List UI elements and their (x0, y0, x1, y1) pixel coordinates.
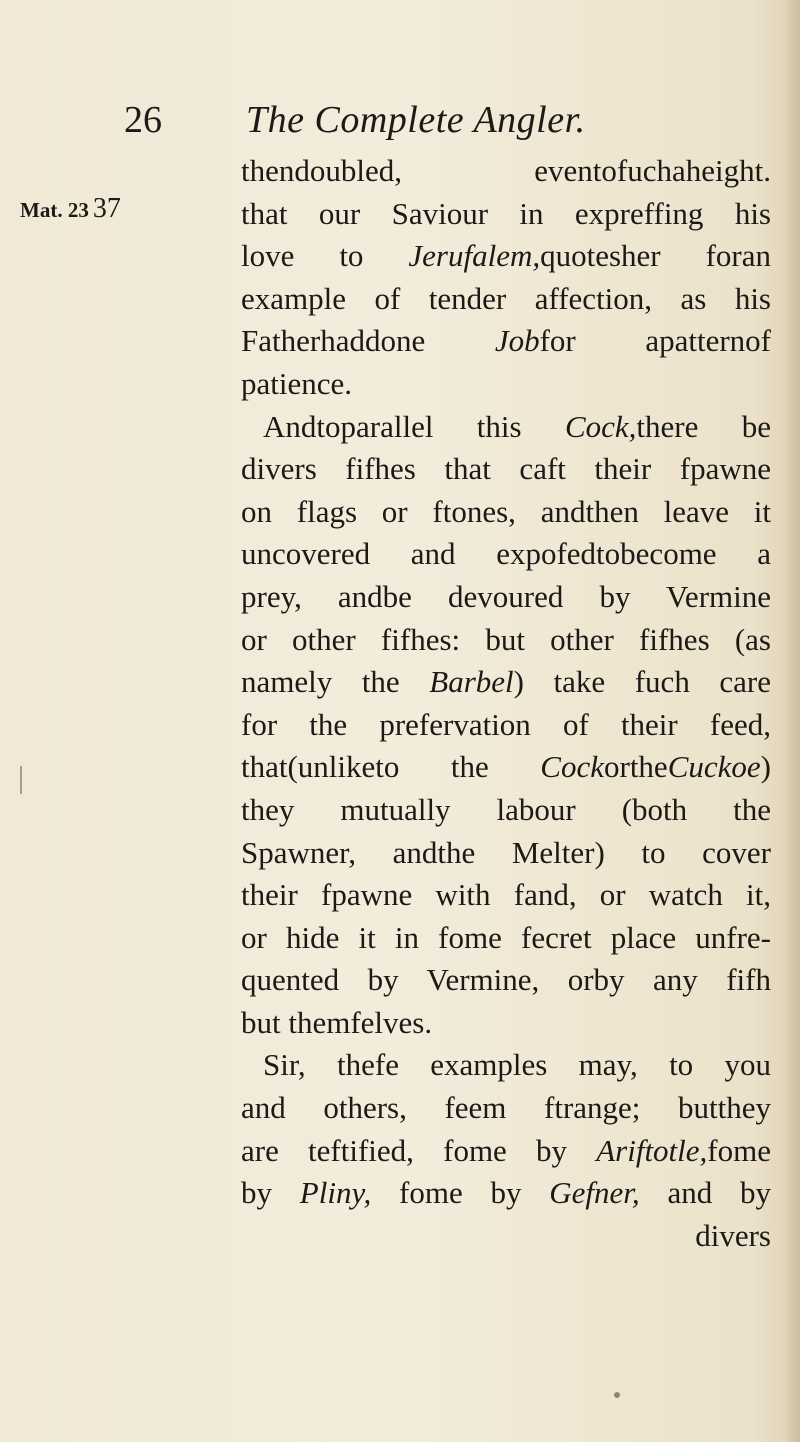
text-segment: they mutually labour (both the (241, 791, 771, 827)
page-number: 26 (124, 99, 162, 141)
text-segment: uncovered and expofedtobecome a (241, 536, 771, 572)
text-line (241, 917, 771, 960)
text-line (241, 704, 771, 747)
text-segment: love to (241, 238, 409, 274)
italic-word: Job (494, 323, 540, 359)
text-line (241, 832, 771, 875)
margin-mark (20, 766, 22, 794)
text-segment: there be (636, 408, 771, 444)
text-line (241, 363, 771, 406)
text-line (241, 235, 771, 278)
text-segment: on flags or ftones, andthen leave it (241, 493, 771, 529)
text-segment: ) take fuch care (513, 664, 771, 700)
margin-citation (20, 194, 121, 225)
text-segment: fome (707, 1132, 771, 1168)
text-segment: or hide it in fome fecret place unfre- (241, 919, 771, 955)
text-segment: divers fifhes that caft their fpawne (241, 451, 771, 487)
text-segment: that our Saviour in expreffing his (241, 195, 771, 231)
text-segment: Fatherhaddone (241, 323, 495, 359)
text-line (241, 661, 771, 704)
text-line (241, 1044, 771, 1087)
text-line (241, 448, 771, 491)
text-segment: orthe (604, 749, 668, 785)
text-line (241, 959, 771, 1002)
text-segment: thendoubled, eventofuchaheight. (241, 153, 771, 188)
text-segment: divers (695, 1217, 771, 1253)
text-segment: fome by (371, 1175, 550, 1211)
text-line (241, 874, 771, 917)
text-line (241, 1172, 771, 1215)
text-line (241, 576, 771, 619)
running-head: The Complete Angler. (246, 99, 586, 141)
text-line (241, 278, 771, 321)
body-text (241, 150, 771, 1257)
italic-word: Barbel (429, 664, 514, 700)
italic-word: Cuckoe (667, 749, 761, 785)
text-line (241, 1087, 771, 1130)
italic-word: Cock, (564, 408, 637, 444)
text-line (241, 619, 771, 662)
text-line (241, 1215, 771, 1258)
text-segment: namely the (241, 664, 430, 700)
text-segment: prey, andbe devoured by Vermine (241, 578, 771, 614)
text-segment: their fpawne with fand, or watch it, (241, 877, 771, 913)
text-line (241, 150, 771, 193)
italic-word: Pliny, (299, 1175, 372, 1211)
text-segment: for apatternof (539, 323, 771, 359)
text-segment: and by (639, 1175, 771, 1211)
italic-word: Ariftotle, (596, 1132, 708, 1168)
text-segment: but themfelves. (241, 1004, 433, 1040)
italic-word: Cock (540, 749, 604, 785)
text-line (241, 746, 771, 789)
text-segment: Sir, thefe examples may, to you (263, 1047, 771, 1083)
text-segment: by (241, 1175, 300, 1211)
ink-speck (614, 1392, 620, 1398)
text-segment: that(unliketo the (241, 749, 541, 785)
page-header (0, 96, 800, 146)
text-line (241, 406, 771, 449)
margin-citation-verse: 37 (92, 193, 121, 224)
text-segment: ) (760, 749, 771, 785)
text-segment: or other fifhes: but other fifhes (as (241, 621, 771, 657)
text-segment: quotesher foran (540, 238, 771, 274)
text-line (241, 1130, 771, 1173)
text-line (241, 1002, 771, 1045)
text-line (241, 320, 771, 363)
text-segment: and others, feem ftrange; butthey (241, 1090, 771, 1126)
text-segment: Spawner, andthe Melter) to cover (241, 834, 771, 870)
italic-word: Gefner, (549, 1175, 640, 1211)
text-segment: are teftified, fome by (241, 1132, 597, 1168)
text-line (241, 193, 771, 236)
text-segment: example of tender affection, as his (241, 280, 771, 316)
text-line (241, 533, 771, 576)
text-segment: Andtoparallel this (263, 408, 565, 444)
italic-word: Jerufalem, (408, 238, 541, 274)
text-line (241, 491, 771, 534)
text-segment: for the prefervation of their feed, (241, 706, 771, 742)
margin-citation-reference: Mat. 23 (20, 198, 89, 222)
page-edge-shadow (784, 0, 800, 1442)
text-segment: patience. (241, 365, 353, 401)
text-line (241, 789, 771, 832)
text-segment: quented by Vermine, orby any fifh (241, 962, 771, 998)
